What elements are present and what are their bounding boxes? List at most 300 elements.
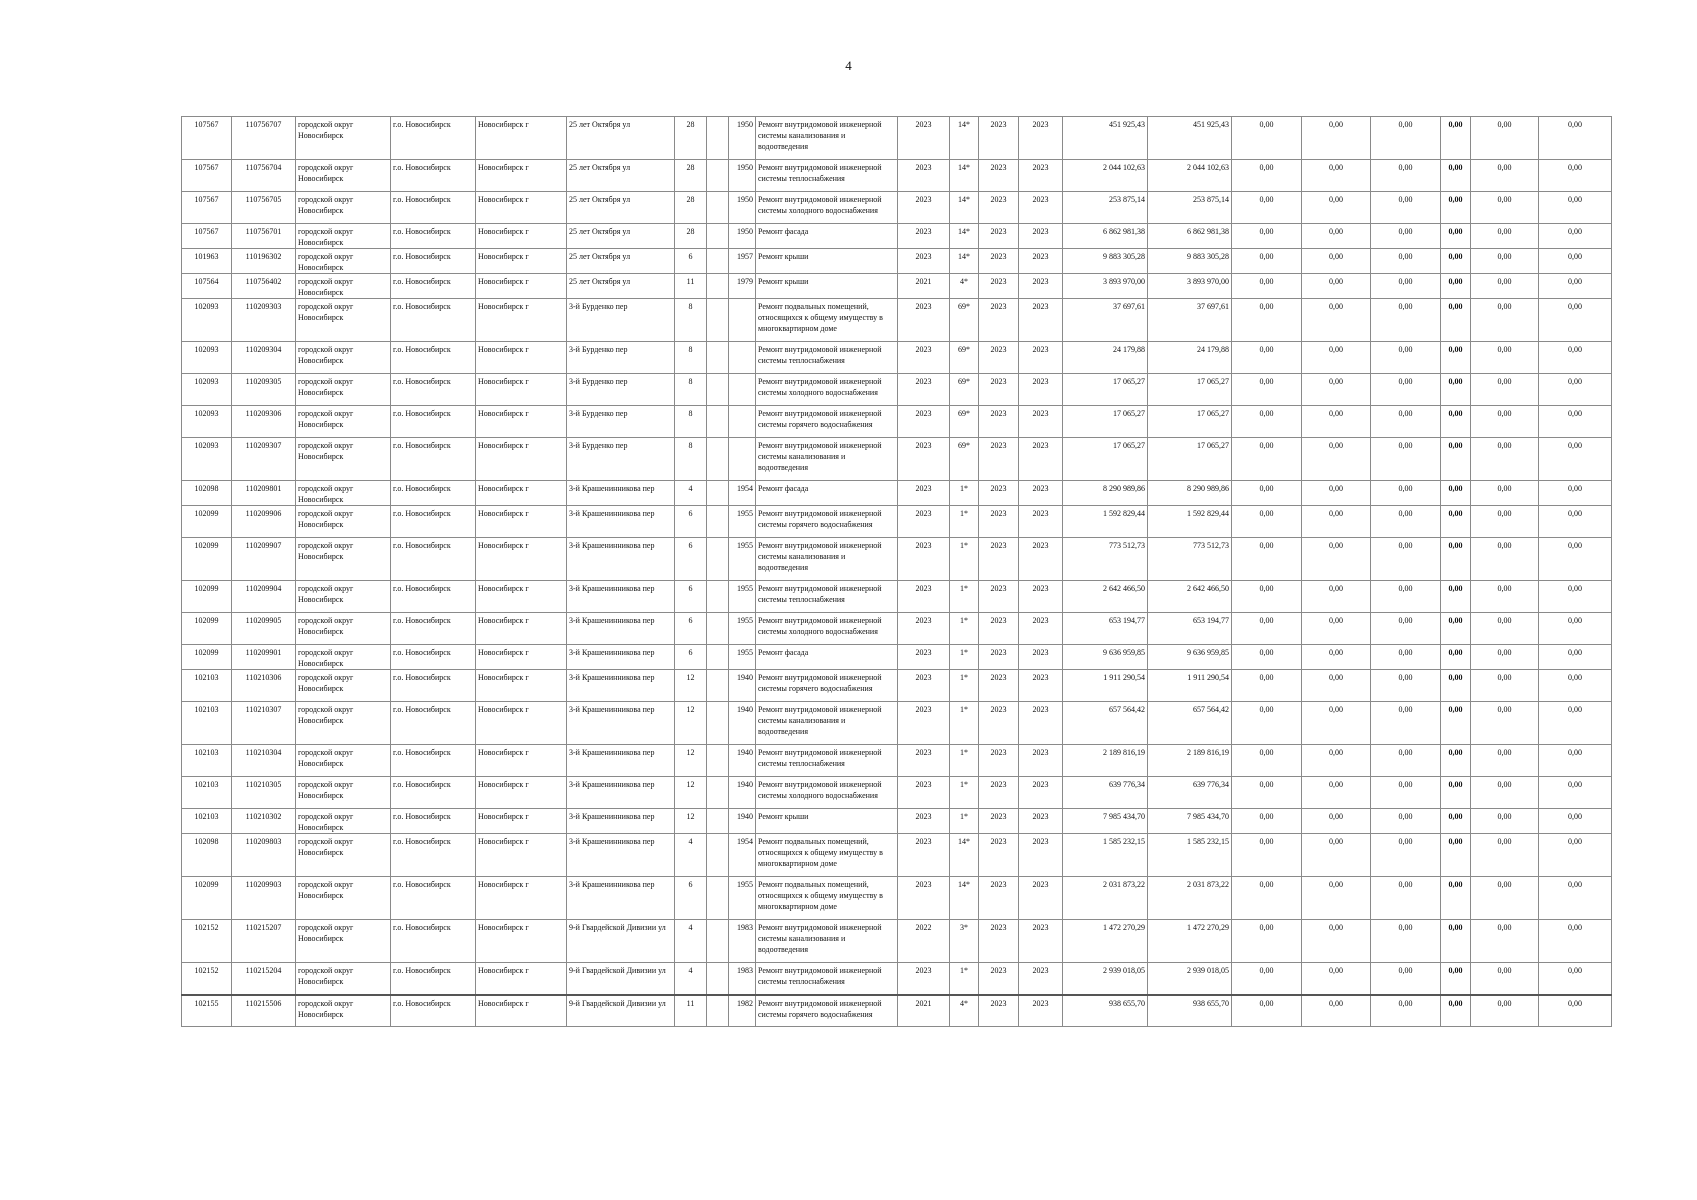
cell-other-funds: 0,00 xyxy=(1539,224,1612,249)
cell-col-20: 0,00 xyxy=(1441,581,1471,613)
cell-object-id: 110756402 xyxy=(232,274,296,299)
cell-subsidy-regional: 0,00 xyxy=(1302,374,1371,406)
cell-street: 3-й Крашенинникова пер xyxy=(567,777,675,809)
table-row xyxy=(182,374,1612,406)
cell-priority: 14* xyxy=(950,224,979,249)
cell-subsidy-regional: 0,00 xyxy=(1302,963,1371,995)
cell-start-year: 2023 xyxy=(979,274,1019,299)
table-row xyxy=(182,224,1612,249)
cell-plan-year: 2023 xyxy=(898,249,950,274)
cell-subsidy-federal: 0,00 xyxy=(1232,538,1302,581)
cell-building xyxy=(707,670,729,702)
cell-subsidy-local: 0,00 xyxy=(1371,249,1441,274)
cell-priority: 14* xyxy=(950,160,979,192)
cell-street: 3-й Крашенинникова пер xyxy=(567,645,675,670)
cell-cost-fund: 2 189 816,19 xyxy=(1148,745,1232,777)
cell-col-20: 0,00 xyxy=(1441,160,1471,192)
cell-other-funds: 0,00 xyxy=(1539,613,1612,645)
cell-subsidy-local: 0,00 xyxy=(1371,192,1441,224)
cell-house-number: 28 xyxy=(675,160,707,192)
cell-cost-total: 1 592 829,44 xyxy=(1063,506,1148,538)
cell-cost-total: 253 875,14 xyxy=(1063,192,1148,224)
cell-plan-year: 2023 xyxy=(898,406,950,438)
cell-subsidy-local: 0,00 xyxy=(1371,963,1441,995)
cell-plan-year: 2023 xyxy=(898,192,950,224)
cell-other-funds: 0,00 xyxy=(1539,249,1612,274)
cell-work-type: Ремонт фасада xyxy=(756,224,898,249)
cell-owners-funds: 0,00 xyxy=(1471,192,1539,224)
table-row xyxy=(182,192,1612,224)
cell-other-funds: 0,00 xyxy=(1539,506,1612,538)
cell-city: Новосибирск г xyxy=(476,613,567,645)
cell-district: г.о. Новосибирск xyxy=(391,374,476,406)
page-number: 4 xyxy=(845,58,852,73)
cell-work-type: Ремонт внутридомовой инженерной системы горячего водоснабжения xyxy=(756,670,898,702)
cell-priority: 69* xyxy=(950,374,979,406)
cell-year: 1955 xyxy=(729,581,756,613)
cell-subsidy-federal: 0,00 xyxy=(1232,406,1302,438)
cell-object-id: 110209903 xyxy=(232,877,296,920)
cell-district: г.о. Новосибирск xyxy=(391,274,476,299)
table-row xyxy=(182,299,1612,342)
cell-start-year: 2023 xyxy=(979,160,1019,192)
cell-work-type: Ремонт внутридомовой инженерной системы горячего водоснабжения xyxy=(756,506,898,538)
cell-plan-year: 2023 xyxy=(898,481,950,506)
cell-object-id: 110209901 xyxy=(232,645,296,670)
cell-plan-year: 2023 xyxy=(898,342,950,374)
cell-cost-fund: 938 655,70 xyxy=(1148,995,1232,1027)
cell-year xyxy=(729,406,756,438)
cell-object-id: 110210306 xyxy=(232,670,296,702)
cell-end-year: 2023 xyxy=(1019,834,1063,877)
cell-district: г.о. Новосибирск xyxy=(391,160,476,192)
cell-col-20: 0,00 xyxy=(1441,117,1471,160)
cell-start-year: 2023 xyxy=(979,834,1019,877)
cell-object-id: 110215204 xyxy=(232,963,296,995)
cell-subsidy-local: 0,00 xyxy=(1371,438,1441,481)
cell-cost-fund: 7 985 434,70 xyxy=(1148,809,1232,834)
cell-district: г.о. Новосибирск xyxy=(391,249,476,274)
cell-plan-year: 2023 xyxy=(898,645,950,670)
cell-year: 1940 xyxy=(729,670,756,702)
cell-year: 1955 xyxy=(729,613,756,645)
cell-municipality: городской округ Новосибирск xyxy=(296,438,391,481)
cell-street: 9-й Гвардейской Дивизии ул xyxy=(567,963,675,995)
cell-subsidy-regional: 0,00 xyxy=(1302,995,1371,1027)
cell-cost-total: 2 044 102,63 xyxy=(1063,160,1148,192)
cell-other-funds: 0,00 xyxy=(1539,374,1612,406)
cell-municipality: городской округ Новосибирск xyxy=(296,481,391,506)
cell-cost-fund: 2 031 873,22 xyxy=(1148,877,1232,920)
cell-cost-fund: 773 512,73 xyxy=(1148,538,1232,581)
cell-house-id: 101963 xyxy=(182,249,232,274)
cell-plan-year: 2023 xyxy=(898,224,950,249)
cell-start-year: 2023 xyxy=(979,809,1019,834)
cell-priority: 4* xyxy=(950,274,979,299)
cell-end-year: 2023 xyxy=(1019,877,1063,920)
cell-other-funds: 0,00 xyxy=(1539,834,1612,877)
cell-house-id: 102099 xyxy=(182,581,232,613)
cell-city: Новосибирск г xyxy=(476,192,567,224)
cell-work-type: Ремонт внутридомовой инженерной системы теплоснабжения xyxy=(756,160,898,192)
cell-building xyxy=(707,702,729,745)
cell-col-20: 0,00 xyxy=(1441,963,1471,995)
cell-city: Новосибирск г xyxy=(476,745,567,777)
cell-col-20: 0,00 xyxy=(1441,406,1471,438)
cell-subsidy-regional: 0,00 xyxy=(1302,506,1371,538)
cell-street: 25 лет Октября ул xyxy=(567,274,675,299)
cell-plan-year: 2023 xyxy=(898,538,950,581)
cell-house-id: 102155 xyxy=(182,995,232,1027)
cell-plan-year: 2023 xyxy=(898,160,950,192)
cell-cost-fund: 639 776,34 xyxy=(1148,777,1232,809)
cell-priority: 14* xyxy=(950,249,979,274)
cell-other-funds: 0,00 xyxy=(1539,777,1612,809)
cell-plan-year: 2021 xyxy=(898,274,950,299)
cell-object-id: 110209307 xyxy=(232,438,296,481)
cell-subsidy-federal: 0,00 xyxy=(1232,160,1302,192)
cell-start-year: 2023 xyxy=(979,777,1019,809)
cell-object-id: 110209304 xyxy=(232,342,296,374)
cell-municipality: городской округ Новосибирск xyxy=(296,645,391,670)
cell-work-type: Ремонт внутридомовой инженерной системы канализования и водоотведения xyxy=(756,438,898,481)
cell-work-type: Ремонт внутридомовой инженерной системы теплоснабжения xyxy=(756,581,898,613)
cell-end-year: 2023 xyxy=(1019,506,1063,538)
cell-municipality: городской округ Новосибирск xyxy=(296,995,391,1027)
cell-street: 3-й Крашенинникова пер xyxy=(567,581,675,613)
cell-year xyxy=(729,374,756,406)
cell-street: 3-й Бурденко пер xyxy=(567,342,675,374)
cell-object-id: 110756705 xyxy=(232,192,296,224)
cell-cost-fund: 2 642 466,50 xyxy=(1148,581,1232,613)
cell-cost-total: 653 194,77 xyxy=(1063,613,1148,645)
cell-year: 1982 xyxy=(729,995,756,1027)
cell-end-year: 2023 xyxy=(1019,670,1063,702)
cell-city: Новосибирск г xyxy=(476,920,567,963)
cell-col-20: 0,00 xyxy=(1441,274,1471,299)
cell-col-20: 0,00 xyxy=(1441,538,1471,581)
cell-work-type: Ремонт подвальных помещений, относящихся к общему имуществу в многоквартирном доме xyxy=(756,299,898,342)
cell-house-id: 107567 xyxy=(182,192,232,224)
cell-house-id: 102093 xyxy=(182,342,232,374)
cell-start-year: 2023 xyxy=(979,438,1019,481)
cell-owners-funds: 0,00 xyxy=(1471,274,1539,299)
cell-house-id: 107564 xyxy=(182,274,232,299)
cell-city: Новосибирск г xyxy=(476,538,567,581)
cell-end-year: 2023 xyxy=(1019,249,1063,274)
cell-house-number: 12 xyxy=(675,809,707,834)
cell-end-year: 2023 xyxy=(1019,702,1063,745)
table-row xyxy=(182,438,1612,481)
cell-plan-year: 2023 xyxy=(898,581,950,613)
cell-cost-total: 6 862 981,38 xyxy=(1063,224,1148,249)
cell-subsidy-local: 0,00 xyxy=(1371,299,1441,342)
cell-house-number: 8 xyxy=(675,342,707,374)
cell-cost-fund: 451 925,43 xyxy=(1148,117,1232,160)
cell-subsidy-federal: 0,00 xyxy=(1232,777,1302,809)
cell-work-type: Ремонт подвальных помещений, относящихся к общему имуществу в многоквартирном доме xyxy=(756,834,898,877)
cell-owners-funds: 0,00 xyxy=(1471,342,1539,374)
cell-other-funds: 0,00 xyxy=(1539,406,1612,438)
cell-subsidy-regional: 0,00 xyxy=(1302,809,1371,834)
cell-work-type: Ремонт внутридомовой инженерной системы холодного водоснабжения xyxy=(756,192,898,224)
cell-building xyxy=(707,406,729,438)
cell-cost-fund: 3 893 970,00 xyxy=(1148,274,1232,299)
cell-cost-total: 37 697,61 xyxy=(1063,299,1148,342)
cell-house-number: 6 xyxy=(675,506,707,538)
cell-subsidy-local: 0,00 xyxy=(1371,581,1441,613)
cell-year: 1940 xyxy=(729,745,756,777)
cell-work-type: Ремонт внутридомовой инженерной системы холодного водоснабжения xyxy=(756,374,898,406)
cell-municipality: городской округ Новосибирск xyxy=(296,342,391,374)
cell-district: г.о. Новосибирск xyxy=(391,438,476,481)
cell-district: г.о. Новосибирск xyxy=(391,117,476,160)
cell-object-id: 110210305 xyxy=(232,777,296,809)
cell-priority: 1* xyxy=(950,645,979,670)
table-row xyxy=(182,274,1612,299)
cell-street: 3-й Крашенинникова пер xyxy=(567,613,675,645)
cell-building xyxy=(707,645,729,670)
cell-start-year: 2023 xyxy=(979,506,1019,538)
cell-subsidy-local: 0,00 xyxy=(1371,506,1441,538)
cell-subsidy-local: 0,00 xyxy=(1371,342,1441,374)
cell-house-id: 102099 xyxy=(182,613,232,645)
table-row xyxy=(182,745,1612,777)
cell-start-year: 2023 xyxy=(979,481,1019,506)
cell-priority: 1* xyxy=(950,581,979,613)
cell-cost-total: 8 290 989,86 xyxy=(1063,481,1148,506)
cell-cost-total: 938 655,70 xyxy=(1063,995,1148,1027)
cell-subsidy-regional: 0,00 xyxy=(1302,581,1371,613)
cell-municipality: городской округ Новосибирск xyxy=(296,274,391,299)
cell-subsidy-regional: 0,00 xyxy=(1302,249,1371,274)
cell-house-id: 102093 xyxy=(182,438,232,481)
cell-subsidy-regional: 0,00 xyxy=(1302,702,1371,745)
cell-subsidy-federal: 0,00 xyxy=(1232,920,1302,963)
cell-owners-funds: 0,00 xyxy=(1471,299,1539,342)
cell-building xyxy=(707,963,729,995)
cell-subsidy-regional: 0,00 xyxy=(1302,538,1371,581)
cell-col-20: 0,00 xyxy=(1441,877,1471,920)
cell-subsidy-local: 0,00 xyxy=(1371,613,1441,645)
cell-cost-total: 639 776,34 xyxy=(1063,777,1148,809)
cell-district: г.о. Новосибирск xyxy=(391,192,476,224)
cell-cost-total: 24 179,88 xyxy=(1063,342,1148,374)
cell-district: г.о. Новосибирск xyxy=(391,224,476,249)
cell-other-funds: 0,00 xyxy=(1539,117,1612,160)
cell-street: 3-й Крашенинникова пер xyxy=(567,834,675,877)
table-row xyxy=(182,777,1612,809)
cell-street: 3-й Крашенинникова пер xyxy=(567,702,675,745)
cell-subsidy-regional: 0,00 xyxy=(1302,299,1371,342)
cell-work-type: Ремонт крыши xyxy=(756,249,898,274)
cell-house-id: 102103 xyxy=(182,745,232,777)
cell-cost-fund: 653 194,77 xyxy=(1148,613,1232,645)
cell-cost-total: 2 939 018,05 xyxy=(1063,963,1148,995)
register-table xyxy=(181,116,1612,1027)
cell-col-20: 0,00 xyxy=(1441,809,1471,834)
cell-district: г.о. Новосибирск xyxy=(391,645,476,670)
cell-other-funds: 0,00 xyxy=(1539,481,1612,506)
cell-plan-year: 2022 xyxy=(898,920,950,963)
cell-cost-fund: 17 065,27 xyxy=(1148,374,1232,406)
cell-object-id: 110209904 xyxy=(232,581,296,613)
cell-year: 1954 xyxy=(729,834,756,877)
cell-street: 25 лет Октября ул xyxy=(567,224,675,249)
cell-city: Новосибирск г xyxy=(476,274,567,299)
table-row xyxy=(182,538,1612,581)
cell-owners-funds: 0,00 xyxy=(1471,506,1539,538)
table-row xyxy=(182,160,1612,192)
cell-owners-funds: 0,00 xyxy=(1471,670,1539,702)
cell-district: г.о. Новосибирск xyxy=(391,877,476,920)
cell-object-id: 110210307 xyxy=(232,702,296,745)
cell-work-type: Ремонт внутридомовой инженерной системы горячего водоснабжения xyxy=(756,406,898,438)
cell-house-number: 4 xyxy=(675,481,707,506)
cell-other-funds: 0,00 xyxy=(1539,963,1612,995)
cell-subsidy-local: 0,00 xyxy=(1371,274,1441,299)
cell-subsidy-regional: 0,00 xyxy=(1302,670,1371,702)
cell-subsidy-local: 0,00 xyxy=(1371,702,1441,745)
cell-house-number: 8 xyxy=(675,406,707,438)
cell-house-number: 12 xyxy=(675,670,707,702)
cell-priority: 1* xyxy=(950,506,979,538)
table-row xyxy=(182,613,1612,645)
cell-work-type: Ремонт внутридомовой инженерной системы канализования и водоотведения xyxy=(756,920,898,963)
cell-street: 3-й Бурденко пер xyxy=(567,406,675,438)
cell-house-id: 102099 xyxy=(182,506,232,538)
cell-col-20: 0,00 xyxy=(1441,613,1471,645)
cell-owners-funds: 0,00 xyxy=(1471,406,1539,438)
cell-district: г.о. Новосибирск xyxy=(391,481,476,506)
cell-col-20: 0,00 xyxy=(1441,834,1471,877)
cell-object-id: 110209306 xyxy=(232,406,296,438)
cell-city: Новосибирск г xyxy=(476,809,567,834)
cell-city: Новосибирск г xyxy=(476,342,567,374)
cell-priority: 3* xyxy=(950,920,979,963)
cell-municipality: городской округ Новосибирск xyxy=(296,745,391,777)
cell-street: 25 лет Октября ул xyxy=(567,160,675,192)
cell-priority: 1* xyxy=(950,538,979,581)
cell-district: г.о. Новосибирск xyxy=(391,777,476,809)
cell-street: 3-й Крашенинникова пер xyxy=(567,809,675,834)
cell-work-type: Ремонт крыши xyxy=(756,274,898,299)
cell-priority: 69* xyxy=(950,299,979,342)
cell-col-20: 0,00 xyxy=(1441,249,1471,274)
cell-district: г.о. Новосибирск xyxy=(391,670,476,702)
cell-owners-funds: 0,00 xyxy=(1471,995,1539,1027)
cell-plan-year: 2023 xyxy=(898,374,950,406)
cell-year: 1955 xyxy=(729,645,756,670)
cell-end-year: 2023 xyxy=(1019,613,1063,645)
cell-street: 3-й Бурденко пер xyxy=(567,299,675,342)
cell-district: г.о. Новосибирск xyxy=(391,809,476,834)
cell-building xyxy=(707,438,729,481)
cell-subsidy-federal: 0,00 xyxy=(1232,645,1302,670)
cell-end-year: 2023 xyxy=(1019,299,1063,342)
cell-cost-total: 773 512,73 xyxy=(1063,538,1148,581)
cell-owners-funds: 0,00 xyxy=(1471,645,1539,670)
cell-start-year: 2023 xyxy=(979,702,1019,745)
cell-other-funds: 0,00 xyxy=(1539,995,1612,1027)
cell-house-number: 11 xyxy=(675,274,707,299)
register-table-body xyxy=(182,117,1612,1027)
cell-building xyxy=(707,249,729,274)
cell-subsidy-federal: 0,00 xyxy=(1232,274,1302,299)
cell-object-id: 110756704 xyxy=(232,160,296,192)
cell-subsidy-federal: 0,00 xyxy=(1232,117,1302,160)
cell-start-year: 2023 xyxy=(979,117,1019,160)
cell-building xyxy=(707,777,729,809)
cell-subsidy-local: 0,00 xyxy=(1371,481,1441,506)
cell-object-id: 110196302 xyxy=(232,249,296,274)
cell-year: 1979 xyxy=(729,274,756,299)
cell-other-funds: 0,00 xyxy=(1539,342,1612,374)
cell-start-year: 2023 xyxy=(979,613,1019,645)
cell-city: Новосибирск г xyxy=(476,670,567,702)
cell-house-number: 6 xyxy=(675,877,707,920)
cell-subsidy-regional: 0,00 xyxy=(1302,160,1371,192)
cell-street: 3-й Крашенинникова пер xyxy=(567,745,675,777)
cell-priority: 1* xyxy=(950,809,979,834)
cell-priority: 1* xyxy=(950,481,979,506)
cell-priority: 1* xyxy=(950,702,979,745)
cell-municipality: городской округ Новосибирск xyxy=(296,581,391,613)
cell-cost-fund: 9 636 959,85 xyxy=(1148,645,1232,670)
cell-city: Новосибирск г xyxy=(476,117,567,160)
cell-city: Новосибирск г xyxy=(476,249,567,274)
cell-work-type: Ремонт внутридомовой инженерной системы холодного водоснабжения xyxy=(756,613,898,645)
cell-city: Новосибирск г xyxy=(476,877,567,920)
cell-street: 3-й Крашенинникова пер xyxy=(567,481,675,506)
cell-work-type: Ремонт фасада xyxy=(756,481,898,506)
cell-building xyxy=(707,224,729,249)
cell-work-type: Ремонт внутридомовой инженерной системы холодного водоснабжения xyxy=(756,777,898,809)
cell-municipality: городской округ Новосибирск xyxy=(296,160,391,192)
cell-object-id: 110209803 xyxy=(232,834,296,877)
cell-cost-fund: 17 065,27 xyxy=(1148,406,1232,438)
cell-year: 1950 xyxy=(729,224,756,249)
cell-end-year: 2023 xyxy=(1019,920,1063,963)
cell-object-id: 110209801 xyxy=(232,481,296,506)
cell-building xyxy=(707,581,729,613)
cell-house-number: 6 xyxy=(675,613,707,645)
cell-col-20: 0,00 xyxy=(1441,702,1471,745)
cell-street: 9-й Гвардейской Дивизии ул xyxy=(567,920,675,963)
cell-cost-fund: 17 065,27 xyxy=(1148,438,1232,481)
cell-cost-total: 9 636 959,85 xyxy=(1063,645,1148,670)
cell-cost-fund: 2 044 102,63 xyxy=(1148,160,1232,192)
cell-other-funds: 0,00 xyxy=(1539,877,1612,920)
cell-cost-fund: 1 592 829,44 xyxy=(1148,506,1232,538)
cell-cost-fund: 1 585 232,15 xyxy=(1148,834,1232,877)
cell-owners-funds: 0,00 xyxy=(1471,963,1539,995)
cell-col-20: 0,00 xyxy=(1441,995,1471,1027)
cell-year: 1954 xyxy=(729,481,756,506)
table-row xyxy=(182,963,1612,995)
cell-subsidy-federal: 0,00 xyxy=(1232,613,1302,645)
cell-building xyxy=(707,877,729,920)
cell-city: Новосибирск г xyxy=(476,224,567,249)
cell-city: Новосибирск г xyxy=(476,438,567,481)
cell-subsidy-federal: 0,00 xyxy=(1232,963,1302,995)
cell-building xyxy=(707,538,729,581)
cell-subsidy-local: 0,00 xyxy=(1371,834,1441,877)
cell-end-year: 2023 xyxy=(1019,374,1063,406)
cell-plan-year: 2023 xyxy=(898,299,950,342)
cell-house-id: 102103 xyxy=(182,777,232,809)
cell-municipality: городской округ Новосибирск xyxy=(296,670,391,702)
